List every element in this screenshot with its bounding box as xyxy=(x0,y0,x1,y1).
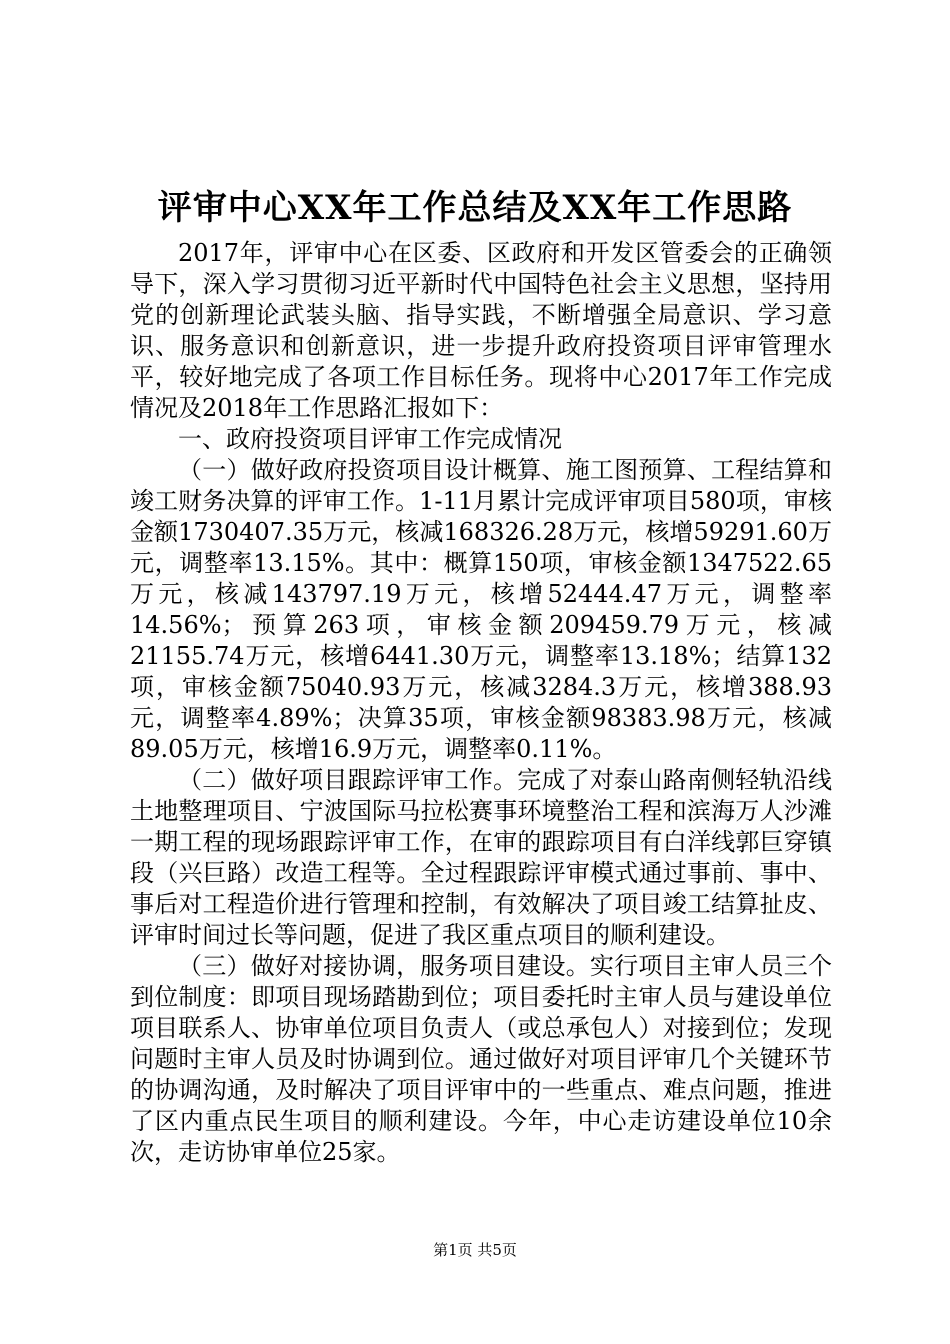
document-title: 评审中心XX年工作总结及XX年工作思路 xyxy=(157,188,793,228)
document-body xyxy=(130,238,832,1168)
paragraph-tracking-review: （二）做好项目跟踪评审工作。完成了对泰山路南侧轻轨沿线土地整理项目、宁波国际马拉松赛事环境整治工程和滨海万人沙滩一期工程的现场跟踪评审工作，在审的跟踪项目有白洋线郭巨穿镇段（兴巨路）改造工程等。全过程跟踪评审模式通过事前、事中、事后对工程造价进行管理和控制，有效解决了项目竣工结算扯皮、评审时间过长等问题，促进了我区重点项目的顺利建设。 xyxy=(130,766,832,949)
paragraph-review-budget: （一）做好政府投资项目设计概算、施工图预算、工程结算和竣工财务决算的评审工作。1-11月累计完成评审项目580项，审核金额1730407.35万元，核减168326.28万元，核增59291.60万元，调整率13.15%。其中：概算150项，审核金额1347522.65万元，核减143797.19万元，核增52444.47万元，调整率14.56%；预算263项，审核金额209459.79万元，核减21155.74万元，核增6441.30万元，调整率13.18%；结算132项，审核金额75040.93万元，核减3284.3万元，核增388.93元，调整率4.89%；决算35项，审核金额98383.98万元，核减89.05万元，核增16.9万元，调整率0.11%。 xyxy=(130,456,832,763)
section-heading-1: 一、政府投资项目评审工作完成情况 xyxy=(178,425,562,453)
page-footer: 第1页 共5页 xyxy=(433,1241,517,1259)
paragraph-coordination: （三）做好对接协调，服务项目建设。实行项目主审人员三个到位制度：即项目现场踏勘到位；项目委托时主审人员与建设单位项目联系人、协审单位项目负责人（或总承包人）对接到位；发现问题时主审人员及时协调到位。通过做好对项目评审几个关键环节的协调沟通，及时解决了项目评审中的一些重点、难点问题，推进了区内重点民生项目的顺利建设。今年，中心走访建设单位10余次，走访协审单位25家。 xyxy=(130,952,832,1166)
paragraph-intro: 2017年，评审中心在区委、区政府和开发区管委会的正确领导下，深入学习贯彻习近平新时代中国特色社会主义思想，坚持用党的创新理论武装头脑、指导实践，不断增强全局意识、学习意识、服务意识和创新意识，进一步提升政府投资项目评审管理水平，较好地完成了各项工作目标任务。现将中心2017年工作完成情况及2018年工作思路汇报如下： xyxy=(130,239,832,422)
